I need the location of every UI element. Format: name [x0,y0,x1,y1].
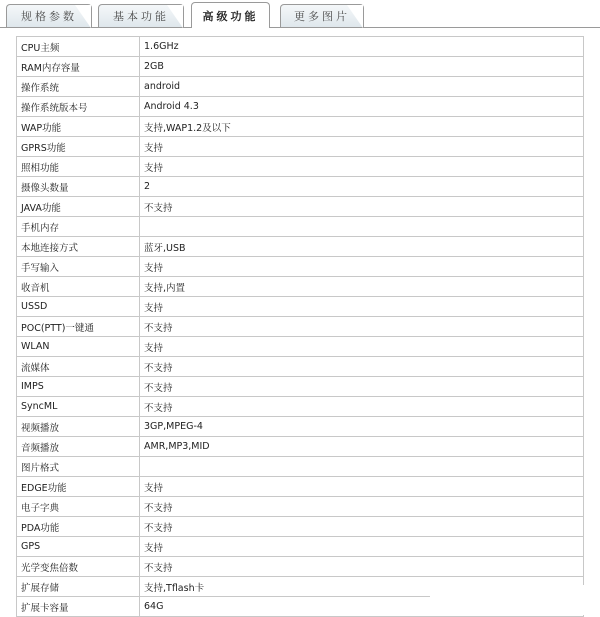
table-row [17,217,584,237]
table-row [17,357,584,377]
spec-value: 2 [140,177,584,197]
spec-value: 支持 [140,537,584,557]
spec-label: SyncML [17,397,140,417]
spec-table [16,36,584,617]
table-row [17,117,584,137]
table-row [17,197,584,217]
spec-label: 操作系统 [17,77,140,97]
spec-value: 不支持 [140,377,584,397]
spec-value: 支持,内置 [140,277,584,297]
spec-value: 支持 [140,257,584,277]
table-row [17,437,584,457]
tab-more-pictures-label: 更多图片 [294,10,350,23]
spec-label: 收音机 [17,277,140,297]
tab-specs-label: 规格参数 [21,10,77,23]
spec-label: WAP功能 [17,117,140,137]
spec-label: 手写输入 [17,257,140,277]
table-row [17,97,584,117]
tab-advanced-features[interactable] [191,2,270,28]
table-row [17,137,584,157]
spec-label: 视频播放 [17,417,140,437]
tab-corner [75,5,91,28]
spec-value: 不支持 [140,497,584,517]
spec-value: 64G [140,597,584,617]
table-row [17,477,584,497]
spec-label: 扩展存储 [17,577,140,597]
spec-label: 手机内存 [17,217,140,237]
spec-label: IMPS [17,377,140,397]
table-row [17,557,584,577]
table-row [17,237,584,257]
tab-advanced-features-label: 高级功能 [202,9,259,23]
spec-value: 支持 [140,137,584,157]
spec-value: 支持 [140,477,584,497]
table-row [17,157,584,177]
spec-label: WLAN [17,337,140,357]
table-row [17,337,584,357]
table-row [17,497,584,517]
spec-value: 支持 [140,337,584,357]
spec-value: 支持,WAP1.2及以下 [140,117,584,137]
table-row [17,517,584,537]
spec-value: 2GB [140,57,584,77]
bottom-right-fade [430,585,600,615]
spec-label: GPS [17,537,140,557]
spec-value: 不支持 [140,197,584,217]
spec-label: 摄像头数量 [17,177,140,197]
table-row [17,77,584,97]
spec-label: 照相功能 [17,157,140,177]
spec-value [140,217,584,237]
table-row [17,297,584,317]
spec-label: USSD [17,297,140,317]
tab-more-pictures[interactable] [280,4,364,27]
spec-label: 本地连接方式 [17,237,140,257]
spec-label: POC(PTT)一键通 [17,317,140,337]
spec-value: 蓝牙,USB [140,237,584,257]
spec-label: 扩展卡容量 [17,597,140,617]
spec-label: 流媒体 [17,357,140,377]
tab-basic-features-label: 基本功能 [113,10,169,23]
spec-label: 操作系统版本号 [17,97,140,117]
spec-value: 支持,Tflash卡 [140,577,584,597]
spec-value [140,457,584,477]
spec-value: 不支持 [140,397,584,417]
table-row [17,377,584,397]
spec-label: CPU主频 [17,37,140,57]
spec-value: 1.6GHz [140,37,584,57]
tab-corner [347,5,363,28]
spec-value: android [140,77,584,97]
table-row [17,397,584,417]
spec-table-body [17,37,584,617]
spec-value: Android 4.3 [140,97,584,117]
table-row [17,537,584,557]
spec-value: 不支持 [140,557,584,577]
spec-label: JAVA功能 [17,197,140,217]
spec-label: RAM内存容量 [17,57,140,77]
table-row [17,417,584,437]
spec-value: 不支持 [140,517,584,537]
table-row [17,37,584,57]
table-row [17,317,584,337]
spec-value: 3GP,MPEG-4 [140,417,584,437]
spec-label: GPRS功能 [17,137,140,157]
table-row [17,177,584,197]
spec-label: 电子字典 [17,497,140,517]
spec-label: 音频播放 [17,437,140,457]
table-row [17,257,584,277]
spec-value: 支持 [140,297,584,317]
tab-basic-features[interactable] [98,4,184,27]
spec-label: PDA功能 [17,517,140,537]
spec-value: 不支持 [140,317,584,337]
tab-corner [167,5,183,28]
spec-value: 支持 [140,157,584,177]
tab-bar [0,0,600,30]
tab-specs[interactable] [6,4,92,27]
spec-value: AMR,MP3,MID [140,437,584,457]
table-row [17,457,584,477]
spec-label: EDGE功能 [17,477,140,497]
spec-value: 不支持 [140,357,584,377]
spec-label: 光学变焦倍数 [17,557,140,577]
table-row [17,57,584,77]
table-row [17,277,584,297]
spec-label: 图片格式 [17,457,140,477]
